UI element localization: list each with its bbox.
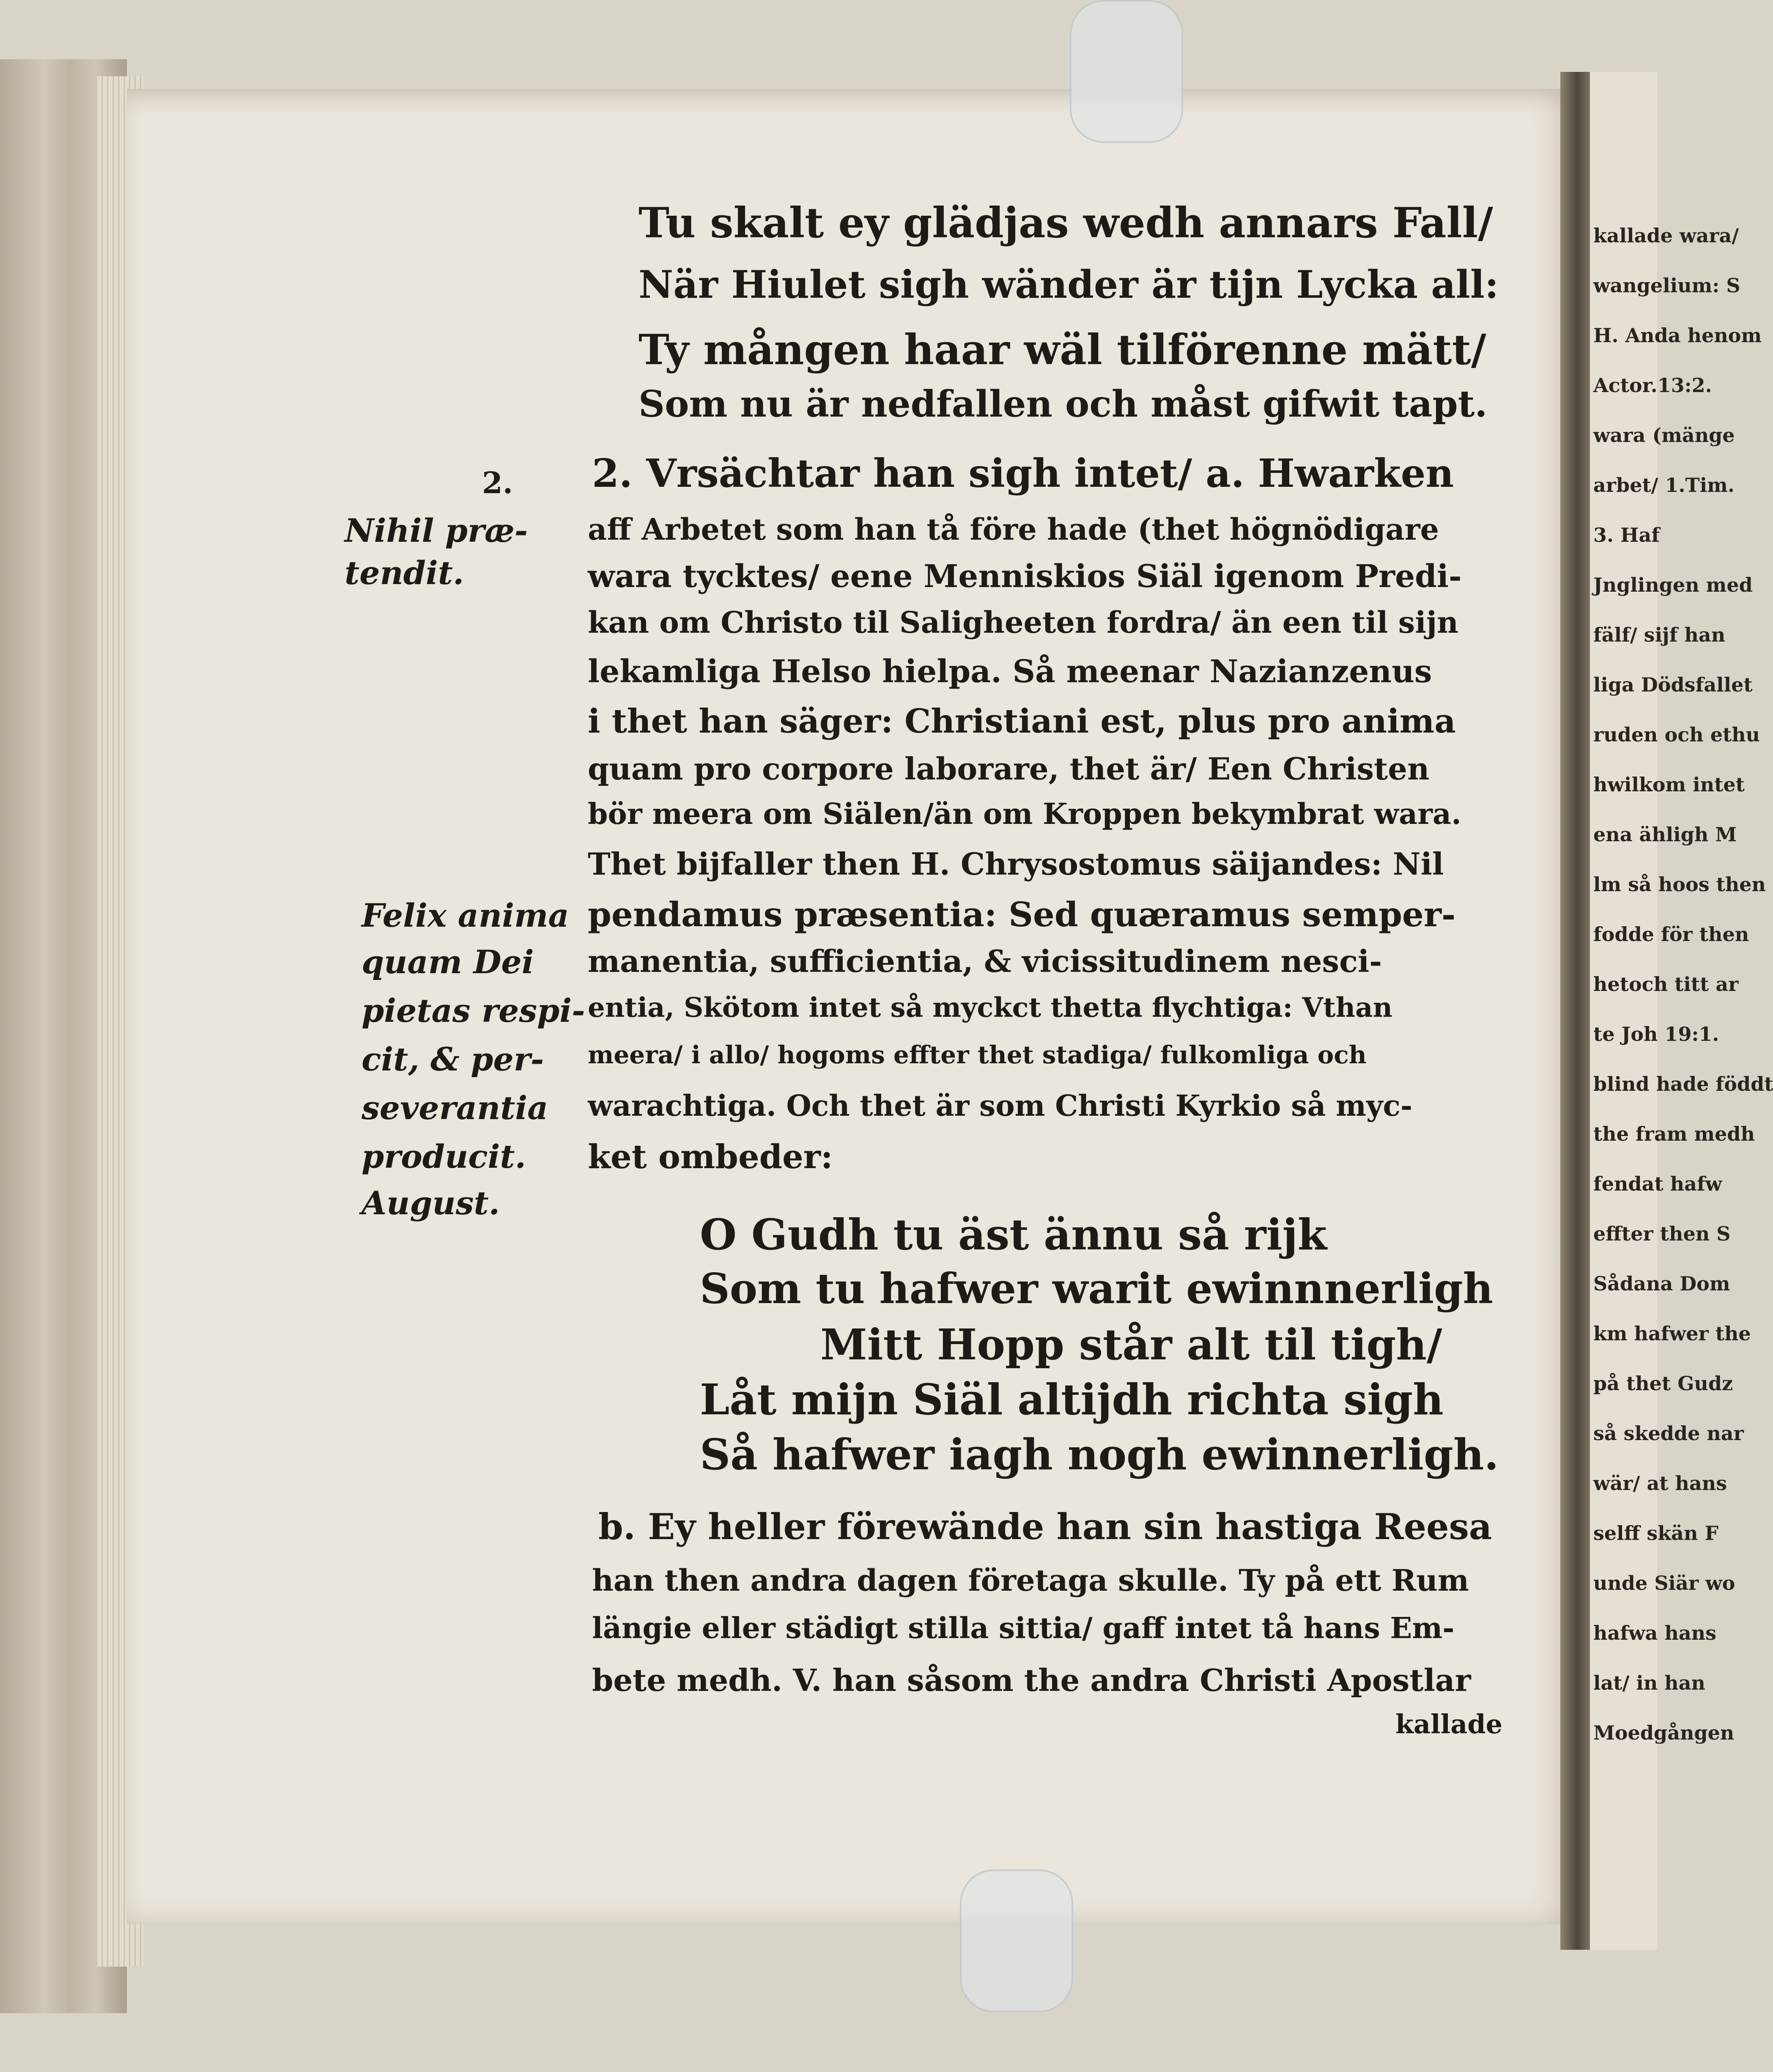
- page-clip-bottom: [960, 1869, 1073, 2012]
- verse-1-line-2: När Hiulet sigh wänder är tijn Lycka all:: [638, 262, 1499, 307]
- paragraph-2-line-14: warachtiga. Och thet är som Christi Kyrkio så myc-: [588, 1089, 1413, 1123]
- facing-page-line: kallade wara/: [1593, 224, 1739, 247]
- paragraph-b-line-1: b. Ey heller förewände han sin hastiga Reesa: [598, 1506, 1492, 1548]
- verse-2-line-4: Låt mijn Siäl altijdh richta sigh: [700, 1375, 1444, 1424]
- verse-2-line-2: Som tu hafwer warit ewinnnerligh: [700, 1265, 1493, 1313]
- margin-note-2-line-6: producit.: [362, 1138, 526, 1175]
- paragraph-b-line-2: han then andra dagen företaga skulle. Ty på ett Rum: [592, 1563, 1469, 1598]
- paragraph-2-line-7: quam pro corpore laborare, thet är/ Een Christen: [588, 751, 1430, 787]
- verse-1-line-3: Ty mången haar wäl tilförenne mätt/: [638, 326, 1486, 374]
- paragraph-2-line-15: ket ombeder:: [588, 1138, 833, 1176]
- margin-section-number: 2.: [482, 465, 513, 500]
- facing-page-line: effter then S: [1593, 1222, 1731, 1245]
- facing-page-line: hafwa hans: [1593, 1622, 1717, 1644]
- paragraph-2-line-13: meera/ i allo/ hogoms effter thet stadiga/ fulkomliga och: [588, 1040, 1367, 1069]
- facing-page-line: hetoch titt ar: [1593, 973, 1739, 996]
- facing-page-line: unde Siär wo: [1593, 1572, 1735, 1594]
- paragraph-2-line-2: aff Arbetet som han tå före hade (thet högnödigare: [588, 512, 1439, 547]
- page-clip-top: [1070, 0, 1183, 143]
- facing-page-line: 3. Haf: [1593, 524, 1660, 546]
- facing-page-line: fendat hafw: [1593, 1172, 1722, 1195]
- paragraph-2-line-1: 2. Vrsächtar han sigh intet/ a. Hwarken: [592, 450, 1454, 496]
- facing-page-line: Sådana Dom: [1593, 1272, 1730, 1295]
- facing-page-line: selff skän F: [1593, 1522, 1719, 1545]
- facing-page: [1590, 72, 1773, 1950]
- paragraph-2-line-9: Thet bijfaller then H. Chrysostomus säijandes: Nil: [588, 846, 1444, 882]
- margin-note-2-line-1: Felix anima: [362, 897, 569, 934]
- verse-2-line-3: Mitt Hopp står alt til tigh/: [820, 1320, 1442, 1369]
- facing-page-line: the fram medh: [1593, 1122, 1755, 1145]
- facing-page-line: Actor.13:2.: [1593, 374, 1712, 397]
- paragraph-2-line-6: i thet han säger: Christiani est, plus pro anima: [588, 702, 1456, 741]
- margin-note-1-line-2: tendit.: [345, 554, 464, 592]
- verse-1-line-4: Som nu är nedfallen och måst gifwit tapt.: [638, 383, 1488, 425]
- verse-2-line-5: Så hafwer iagh nogh ewinnerligh.: [700, 1430, 1499, 1479]
- facing-page-line: fodde för then: [1593, 923, 1749, 946]
- paragraph-2-line-5: lekamliga Helso hielpa. Så meenar Nazianzenus: [588, 653, 1432, 690]
- facing-page-line: hwilkom intet: [1593, 773, 1745, 796]
- verse-1-line-1: Tu skalt ey glädjas wedh annars Fall/: [638, 199, 1493, 247]
- margin-note-2-line-2: quam Dei: [362, 943, 534, 981]
- paragraph-2-line-8: bör meera om Siälen/än om Kroppen bekymbrat wara.: [588, 797, 1461, 831]
- facing-page-line: fälf/ sijf han: [1593, 623, 1726, 646]
- margin-note-2-line-4: cit, & per-: [362, 1040, 544, 1078]
- paragraph-b-line-4: bete medh. V. han såsom the andra Christi Apostlar: [592, 1662, 1471, 1698]
- verse-2-line-1: O Gudh tu äst ännu så rijk: [700, 1210, 1327, 1260]
- catchword: kallade: [1395, 1709, 1503, 1740]
- facing-page-line: Moedgången: [1593, 1721, 1735, 1744]
- facing-page-line: ruden och ethu: [1593, 723, 1760, 746]
- facing-page-line: så skedde nar: [1593, 1422, 1744, 1445]
- facing-page-line: wara (mänge: [1593, 424, 1735, 447]
- margin-note-1-line-1: Nihil præ-: [345, 512, 528, 549]
- facing-page-line: ena ähligh M: [1593, 823, 1737, 846]
- facing-page-line: liga Dödsfallet: [1593, 673, 1753, 696]
- facing-page-line: lat/ in han: [1593, 1671, 1705, 1694]
- margin-note-2-line-5: severantia: [362, 1089, 548, 1127]
- paragraph-2-line-4: kan om Christo til Saligheeten fordra/ än een til sijn: [588, 605, 1459, 640]
- paragraph-2-line-11: manentia, sufficientia, & vicissitudinem nesci-: [588, 943, 1382, 979]
- margin-note-2-line-7: August.: [362, 1184, 500, 1222]
- facing-page-line: wangelium: S: [1593, 274, 1740, 297]
- facing-page-line: wär/ at hans: [1593, 1472, 1727, 1495]
- facing-page-line: Jnglingen med: [1593, 574, 1753, 596]
- facing-page-line: km hafwer the: [1593, 1322, 1751, 1345]
- facing-page-line: lm så hoos then: [1593, 873, 1766, 896]
- book-gutter: [1560, 72, 1594, 1950]
- paragraph-2-line-10: pendamus præsentia: Sed quæramus semper-: [588, 895, 1456, 934]
- facing-page-line: te Joh 19:1.: [1593, 1023, 1719, 1046]
- margin-note-2-line-3: pietas respi-: [362, 992, 585, 1029]
- facing-page-line: blind hade föddt: [1593, 1073, 1773, 1095]
- facing-page-line: på thet Gudz: [1593, 1372, 1733, 1395]
- paragraph-2-line-3: wara tycktes/ eene Menniskios Siäl igenom Predi-: [588, 558, 1462, 595]
- facing-page-line: H. Anda henom: [1593, 324, 1762, 347]
- paragraph-2-line-12: entia, Skötom intet så myckct thetta flychtiga: Vthan: [588, 992, 1393, 1024]
- paragraph-b-line-3: längie eller städigt stilla sittia/ gaff intet tå hans Em-: [592, 1611, 1455, 1645]
- facing-page-line: arbet/ 1.Tim.: [1593, 474, 1735, 497]
